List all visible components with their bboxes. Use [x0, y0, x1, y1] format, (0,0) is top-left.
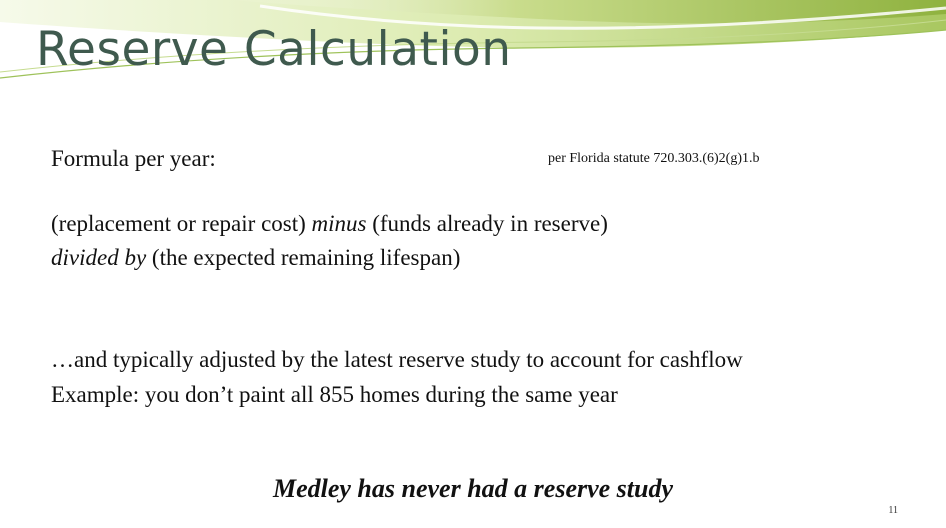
formula-funds-text: (funds already in reserve) [366, 211, 608, 236]
formula-divided-by-text: divided by [51, 245, 147, 270]
formula-minus-text: minus [311, 211, 367, 236]
formula-cost-text: (replacement or repair cost) [51, 211, 312, 236]
page-number: 11 [888, 505, 898, 516]
formula-line-2 [51, 243, 460, 273]
formula-heading: Formula per year: [51, 146, 216, 171]
formula-line-1 [51, 209, 608, 239]
example-line: Example: you don’t paint all 855 homes during the same year [51, 382, 618, 407]
statute-note: per Florida statute 720.303.(6)2(g)1.b [548, 151, 760, 166]
formula-lifespan-text: (the expected remaining lifespan) [146, 245, 461, 270]
adjustment-line: …and typically adjusted by the latest reserve study to account for cashflow [51, 347, 743, 372]
slide-title: Reserve Calculation [36, 22, 512, 77]
closing-statement: Medley has never had a reserve study [272, 474, 674, 503]
